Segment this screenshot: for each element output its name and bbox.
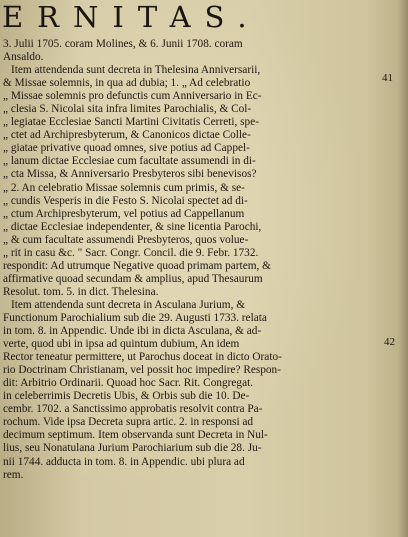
text-line: „ giatae privative quoad omnes, sive potius ad Cappel- — [3, 142, 250, 155]
text-line: verte, quod ubi in ipsa ad quintum dubium, An idem — [3, 338, 240, 351]
text-line: respondit: Ad utrumque Negative quoad primam partem, & — [3, 259, 271, 272]
text-line: Functionum Parochialium sub die 29. Augusti 1733. relata — [3, 311, 267, 324]
text-line: cembr. 1702. a Sanctissimo approbatis resolvit contra Pa- — [3, 403, 263, 416]
text-line: Ansaldo. — [3, 51, 44, 64]
margin-number-42: 42 — [384, 336, 395, 348]
text-line: & Missae solemnis, in qua ad dubia; 1. „ Ad celebratio — [3, 77, 251, 90]
text-line: nii 1744. adducta in tom. 8. in Appendic. ubi plura ad — [3, 455, 245, 468]
body-text — [3, 38, 368, 482]
text-line: Rector teneatur permittere, ut Parochus doceat in dicto Orato- — [3, 351, 282, 364]
margin-number-41: 41 — [382, 72, 393, 84]
text-line: „ rit in casu &c. " Sacr. Congr. Concil. die 9. Febr. 1732. — [3, 246, 259, 259]
text-line: decimum septimum. Item observanda sunt Decreta in Nul- — [3, 429, 268, 442]
text-line: lius, seu Nonatulana Jurium Parochiarium sub die 28. Ju- — [3, 442, 262, 455]
page-edge-shadow — [398, 0, 408, 537]
text-line: „ Missae solemnis pro defunctis cum Anniversario in Ec- — [3, 90, 262, 103]
text-line: in tom. 8. in Appendic. Unde ibi in dicta Asculana, & ad- — [3, 325, 262, 338]
text-line: dit: Arbitrio Ordinarii. Quoad hoc Sacr. Rit. Congregat. — [3, 377, 254, 390]
text-line: Resolut. tom. 5. in dict. Thelesina. — [3, 285, 159, 298]
text-line: affirmative quoad secundam & amplius, apud Thesaurum — [3, 272, 263, 285]
text-line: Item attendenda sunt decreta in Thelesina Anniversarii, — [11, 64, 261, 77]
text-line: „ clesia S. Nicolai sita infra limites Parochialis, & Col- — [3, 103, 252, 116]
text-line: „ cundis Vesperis in die Festo S. Nicolai spectet ad di- — [3, 194, 248, 207]
text-line: rochum. Vide ipsa Decreta supra artic. 2. in responsi ad — [3, 416, 254, 429]
text-line: „ 2. An celebratio Missae solemnis cum primis, & se- — [3, 181, 245, 194]
text-line: „ dictae Ecclesiae independenter, & sine licentia Parochi, — [3, 220, 262, 233]
text-line: „ ctet ad Archipresbyterum, & Canonicos dictae Colle- — [3, 129, 251, 142]
text-line: „ lanum dictae Ecclesiae cum facultate assumendi in di- — [3, 155, 256, 168]
text-line: rio Doctrinam Christianam, vel possit hoc impedire? Respon- — [3, 364, 281, 377]
running-header: ERNITAS. — [2, 0, 261, 34]
text-line: in celeberrimis Decretis Ubis, & Orbis sub die 10. De- — [3, 390, 250, 403]
text-line: 3. Julii 1705. coram Molines, & 6. Junii 1708. coram — [3, 38, 243, 50]
text-line: „ & cum facultate assumendi Presbyteros, quos volue- — [3, 233, 249, 246]
text-line: rem. — [3, 468, 24, 481]
text-line: Item attendenda sunt decreta in Asculana Jurium, & — [11, 298, 246, 311]
text-line: „ ctum Archipresbyterum, vel potius ad Cappellanum — [3, 207, 245, 220]
text-line: „ legiatae Ecclesiae Sancti Martini Civitatis Cerreti, spe- — [3, 116, 259, 129]
text-line: „ cta Missa, & Anniversario Presbyteros sibi benevisos? — [3, 168, 257, 181]
